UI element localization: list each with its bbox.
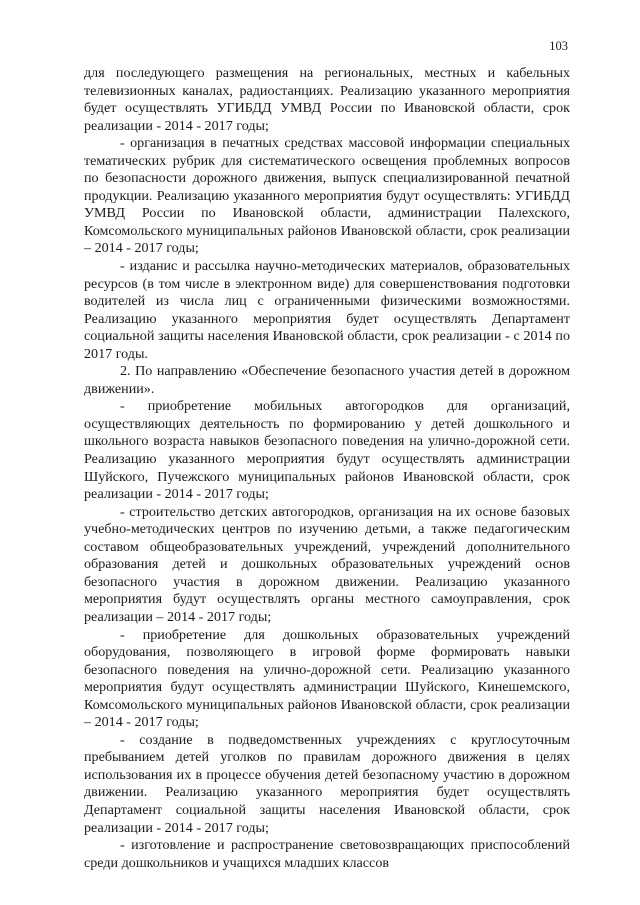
paragraph-reflective-devices: - изготовление и распространение световозвращающих приспособлений среди дошкольников и учащихся младших классов <box>84 837 570 871</box>
paragraph-section-2-heading: 2. По направлению «Обеспечение безопасного участия детей в дорожном движении». <box>84 363 570 397</box>
paragraph-mobile-autotowns: - приобретение мобильных автогородков для организаций, осуществляющих деятельность по формированию у детей дошкольного и школьного возраста навыков безопасного поведения на улично-дорожной сети. Реализацию указанного мероприятия будут осуществлять администрации Шуйского, Пучежского муниципальных районов Ивановской области, срок реализации - 2014 - 2017 годы; <box>84 398 570 503</box>
page-number: 103 <box>549 39 568 53</box>
paragraph-traffic-corners: - создание в подведомственных учреждениях с круглосуточным пребыванием детей уголков по правилам дорожного движения в целях использования их в процессе обучения детей безопасному участию в дорожном движении. Реализацию указанного мероприятия будет осуществлять Департамент социальной защиты населения Ивановской области, срок реализации - 2014 - 2017 годы; <box>84 731 570 836</box>
paragraph-children-autotowns: - строительство детских автогородков, организация на их основе базовых учебно-методических центров по изучению детьми, а также педагогическим составом общеобразовательных учреждений, учреждений дополнительного образования детей и дошкольных образовательных учреждений основ безопасного участия в дорожном движении. Реализацию указанного мероприятия будут осуществлять органы местного самоуправления, срок реализации – 2014 - 2017 годы; <box>84 503 570 625</box>
paragraph-continuation: для последующего размещения на региональных, местных и кабельных телевизионных каналах, радиостанциях. Реализацию указанного мероприятия будет осуществлять УГИБДД УМВД России по Ивановской области, срок реализации - 2014 - 2017 годы; <box>84 65 570 134</box>
paragraph-preschool-equipment: - приобретение для дошкольных образовательных учреждений оборудования, позволяющего в игровой форме формировать навыки безопасного поведения на улично-дорожной сети. Реализацию указанного мероприятия будут осуществлять администрации Шуйского, Кинешемского, Комсомольского муниципальных районов Ивановской области, срок реализации – 2014 - 2017 годы; <box>84 626 570 731</box>
paragraph-methodical-materials: - изданис и рассылка научно-методических материалов, образовательных ресурсов (в том числе в электронном виде) для совершенствования подготовки водителей из числа лиц с ограниченными физическими возможностями. Реализацию указанного мероприятия будет осуществлять Департамент социальной защиты населения Ивановской области, срок реализации - с 2014 по 2017 годы. <box>84 258 570 362</box>
document-body <box>84 65 570 872</box>
paragraph-print-media: - организация в печатных средствах массовой информации специальных тематических рубрик для систематического освещения проблемных вопросов по безопасности дорожного движения, выпуск специализированной печатной продукции. Реализацию указанного мероприятия будут осуществлять: УГИБДД УМВД России по Ивановской области, администрации Палехского, Комсомольского муниципальных районов Ивановской области, срок реализации – 2014 - 2017 годы; <box>84 135 570 257</box>
